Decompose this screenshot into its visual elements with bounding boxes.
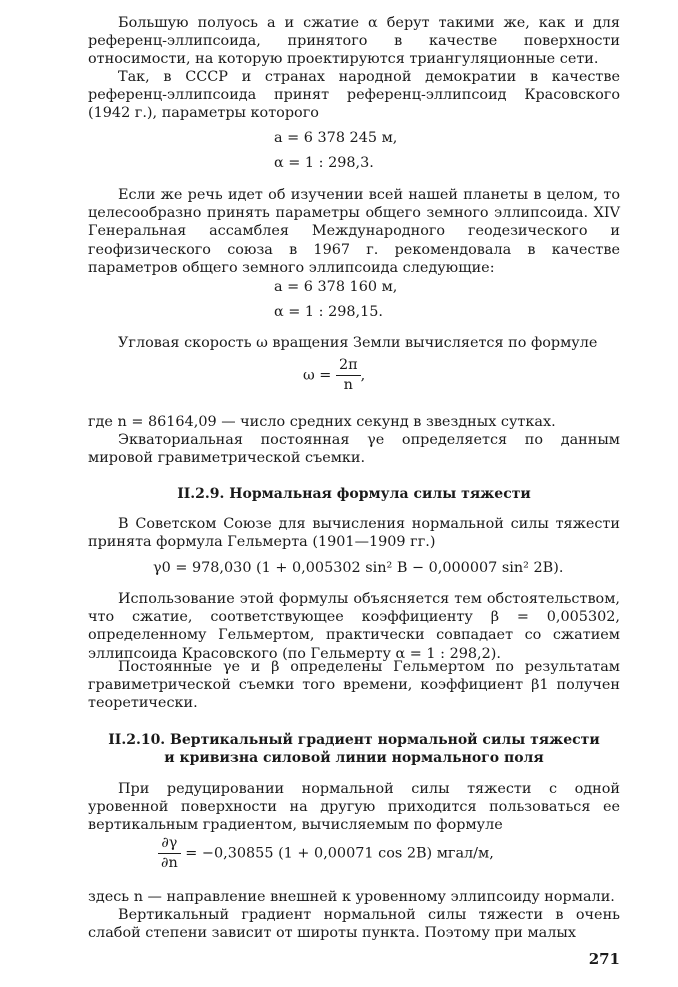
page-number: 271 — [588, 950, 620, 968]
paragraph-9: Постоянные γe и β определены Гельмертом по результатам гравиметрической съемки того времени, коэффициент β1 получен теоретически. — [88, 659, 620, 712]
paragraph-7: В Советском Союзе для вычисления нормальной силы тяжести принята формула Гельмерта (1901—1909 гг.) — [88, 516, 620, 551]
formula-vertical-gradient — [158, 835, 494, 872]
formula-general-alpha: α = 1 : 298,15. — [274, 304, 384, 320]
formula-gradient-fraction — [158, 835, 181, 872]
paragraph-11: здесь n — направление внешней к уровенному эллипсоиду нормали. — [88, 889, 615, 905]
formula-krasovsky-alpha: α = 1 : 298,3. — [274, 155, 374, 171]
formula-gradient-denominator: ∂n — [161, 855, 178, 871]
section-heading-2-2-10-line-2: и кривизна силовой линии нормального поля — [164, 750, 544, 766]
section-heading-2-2-10-line-1: II.2.10. Вертикальный градиент нормальной силы тяжести — [108, 732, 600, 748]
paragraph-12: Вертикальный градиент нормальной силы тяжести в очень слабой степени зависит от широты пункта. Поэтому при малых — [88, 907, 620, 942]
formula-gradient-rhs: = −0,30855 (1 + 0,00071 cos 2B) мгал/м, — [185, 845, 494, 862]
formula-omega-numerator: 2π — [336, 357, 361, 376]
formula-krasovsky-a: a = 6 378 245 м, — [274, 130, 398, 146]
formula-omega — [303, 357, 365, 394]
paragraph-1: Большую полуось a и сжатие α берут такими же, как и для референц-эллипсоида, принятого в качестве поверхности относимости, на которую проектируются триангуляционные сети. — [88, 15, 620, 68]
paragraph-8: Использование этой формулы объясняется тем обстоятельством, что сжатие, соответствующее коэффициенту β = 0,005302, определенному Гельмертом, практически совпадает со сжатием эллипсоида Красовского (по Гельмерту α = 1 : 298,2). — [88, 591, 620, 662]
paragraph-10: При редуцировании нормальной силы тяжести с одной уровенной поверхности на другую приходится пользоваться ее вертикальным градиентом, вычисляемым по формуле — [88, 781, 620, 834]
formula-omega-denominator: n — [343, 377, 353, 393]
formula-gradient-numerator: ∂γ — [158, 835, 181, 854]
formula-general-a: a = 6 378 160 м, — [274, 279, 398, 295]
formula-helmert: γ0 = 978,030 (1 + 0,005302 sin² B − 0,000007 sin² 2B). — [153, 560, 564, 576]
formula-omega-lhs: ω = — [303, 367, 332, 384]
formula-omega-tail: , — [360, 367, 366, 384]
paragraph-5: где n = 86164,09 — число средних секунд в звездных сутках. — [88, 414, 556, 430]
formula-omega-fraction — [336, 357, 361, 394]
paragraph-4: Угловая скорость ω вращения Земли вычисляется по формуле — [118, 335, 598, 351]
paragraph-3: Если же речь идет об изучении всей нашей планеты в целом, то целесообразно принять параметры общего земного эллипсоида. XIV Генеральная ассамблея Международного геодезического и геофизического союза в 1967 г. рекомендовала в качестве параметров общего земного эллипсоида следующие: — [88, 187, 620, 276]
section-heading-2-2-9: II.2.9. Нормальная формула силы тяжести — [177, 486, 531, 502]
paragraph-6: Экваториальная постоянная γe определяется по данным мировой гравиметрической съемки. — [88, 432, 620, 467]
paragraph-2: Так, в СССР и странах народной демократии в качестве референц-эллипсоида принят референц-эллипсоид Красовского (1942 г.), параметры которого — [88, 69, 620, 122]
